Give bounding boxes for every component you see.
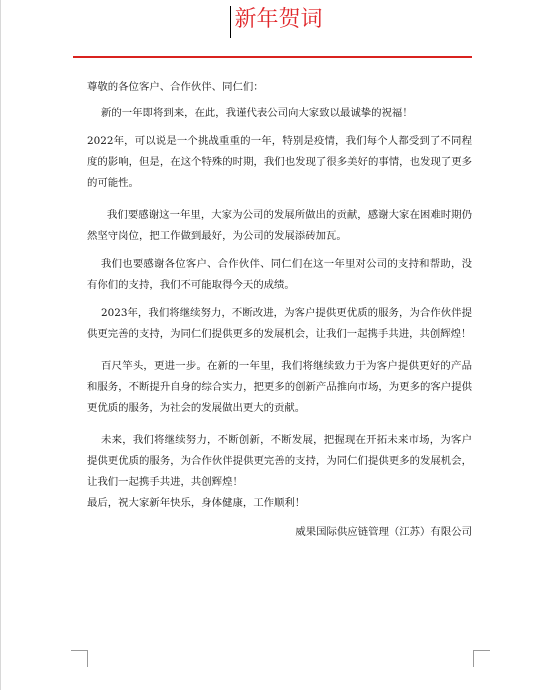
- page-corner-mark-left: [71, 650, 88, 667]
- paragraph-3[interactable]: 我们要感谢这一年里，大家为公司的发展所做出的贡献，感谢大家在困难时期仍然坚守岗位，把工作做到最好，为公司的发展添砖加瓦。: [87, 209, 472, 242]
- paragraph-2[interactable]: 2022年，可以说是一个挑战重重的一年，特别是疫情，我们每个人都受到了不同程度的影响，但是，在这个特殊的时期，我们也发现了很多美好的事情，也发现了更多的可能性。: [87, 135, 472, 189]
- paragraph-1[interactable]: 新的一年即将到来，在此，我谨代表公司向大家致以最诚挚的祝福！: [101, 107, 413, 119]
- paragraph-6[interactable]: 百尺竿头，更进一步。在新的一年里，我们将继续致力于为客户提供更好的产品和服务，不断提升自身的综合实力，把更多的创新产品推向市场，为更多的客户提供更优质的服务，为社会的发展做出更大的贡献。: [87, 360, 472, 414]
- closing-line[interactable]: 最后，祝大家新年快乐，身体健康，工作顺利！: [87, 497, 306, 509]
- page-corner-mark-right: [473, 650, 490, 667]
- signature[interactable]: 威果国际供应链管理（江苏）有限公司: [295, 526, 472, 538]
- paragraph-7[interactable]: 未来，我们将继续努力，不断创新，不断发展，把握现在开拓未来市场，为客户提供更优质的服务，为合作伙伴提供更完善的支持，为同仁们提供更多的发展机会，让我们一起携手共进，共创辉煌！: [87, 434, 472, 488]
- document-body[interactable]: [87, 77, 472, 543]
- document-title[interactable]: 新年贺词: [234, 7, 323, 32]
- salutation[interactable]: 尊敬的各位客户、合作伙伴、同仁们：: [87, 81, 264, 93]
- paragraph-5[interactable]: 2023年，我们将继续努力，不断改进，为客户提供更优质的服务，为合作伙伴提供更完善的支持，为同仁们提供更多的发展机会，让我们一起携手共进，共创辉煌！: [87, 307, 472, 340]
- paragraph-4[interactable]: 我们也要感谢各位客户、合作伙伴、同仁们在这一年里对公司的支持和帮助，没有你们的支持，我们不可能取得今天的成绩。: [87, 258, 472, 291]
- title-divider: [73, 56, 472, 58]
